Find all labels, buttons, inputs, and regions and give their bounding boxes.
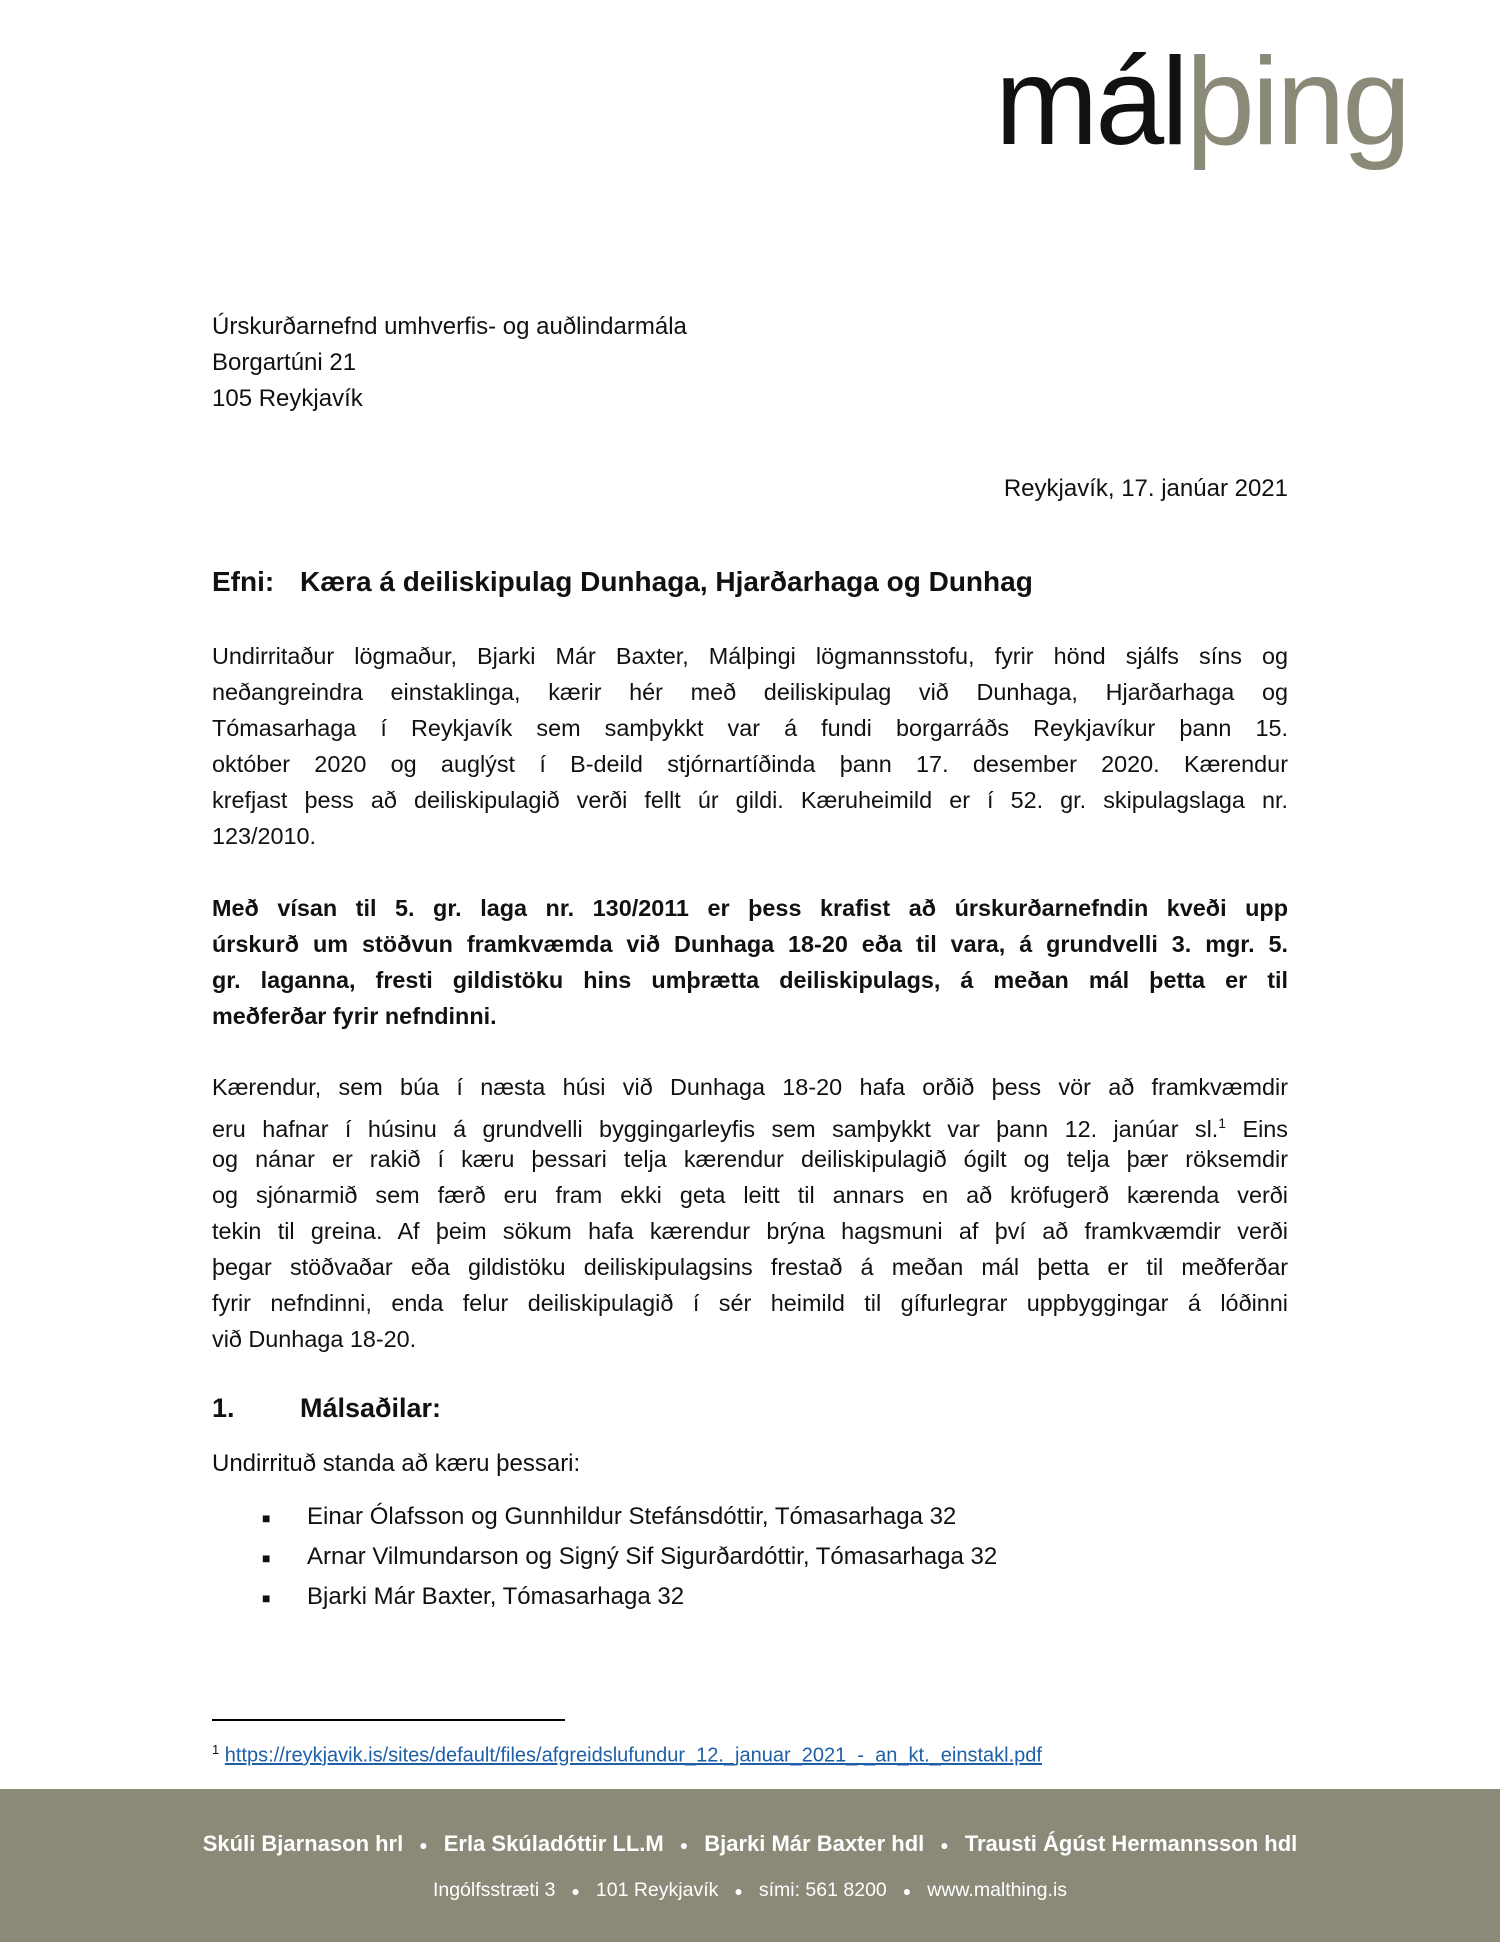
footnote-number: 1 xyxy=(212,1742,220,1757)
website-link[interactable]: www.malthing.is xyxy=(927,1879,1068,1901)
text-line: meðferðar fyrir nefndinni. xyxy=(212,1003,497,1029)
section-title: Málsaðilar: xyxy=(300,1393,442,1423)
recipient-line: Borgartúni 21 xyxy=(212,349,357,376)
logo-part-1: mál xyxy=(995,33,1186,171)
text-segment: eru hafnar í húsinu á grundvelli byggingarleyfis sem samþykkt var þann 12. janúar sl. xyxy=(212,1115,1219,1142)
separator-dot: ● xyxy=(571,1882,580,1899)
text-line: október 2020 og auglýst í B-deild stjórnartíðinda þann 17. desember 2020. Kærendur xyxy=(212,751,1288,777)
subject-label: Efni: xyxy=(212,566,275,597)
list-item-text: Bjarki Már Baxter, Tómasarhaga 32 xyxy=(307,1583,685,1610)
separator-dot: ● xyxy=(679,1837,689,1854)
list-item xyxy=(262,1497,997,1537)
bullet-icon: ■ xyxy=(262,1589,271,1606)
text-line: 123/2010. xyxy=(212,823,317,849)
text-line: þegar stöðvaðar eða gildistöku deiliskipulagsins frestað á meðan mál þetta er til meðferðar xyxy=(212,1254,1288,1280)
list-item-text: Einar Ólafsson og Gunnhildur Stefánsdóttir, Tómasarhaga 32 xyxy=(307,1503,957,1530)
text-segment: Eins xyxy=(1226,1115,1288,1142)
contact-line xyxy=(0,1879,1500,1902)
separator-dot: ● xyxy=(940,1837,949,1854)
text-line: neðangreindra einstaklinga, kærir hér með deiliskipulag við Dunhaga, Hjarðarhaga og xyxy=(212,679,1288,705)
partner-name: Erla Skúladóttir LL.M xyxy=(443,1831,664,1856)
separator-dot: ● xyxy=(902,1882,912,1899)
separator-dot: ● xyxy=(419,1837,428,1854)
address-street: Ingólfsstræti 3 xyxy=(432,1879,556,1901)
text-line: gr. laganna, fresti gildistöku hins umþrætta deiliskipulags, á meðan mál þetta er til xyxy=(212,967,1288,993)
text-line: við Dunhaga 18-20. xyxy=(212,1326,417,1352)
list-item xyxy=(262,1577,997,1617)
party-list xyxy=(262,1497,997,1617)
text-line: fyrir nefndinni, enda felur deiliskipulagið í sér heimild til gífurlegrar uppbyggingar á lóðinni xyxy=(212,1290,1288,1316)
footnote xyxy=(212,1736,1042,1770)
list-item xyxy=(262,1537,997,1577)
paragraph-2-request xyxy=(212,890,1288,1034)
text-line: Tómasarhaga í Reykjavík sem samþykkt var á fundi borgarráðs Reykjavíkur þann 15. xyxy=(212,715,1288,741)
footnote-link[interactable]: https://reykjavik.is/sites/default/files/afgreidslufundur_12._januar_2021_-_an_kt._einstakl.pdf xyxy=(224,1744,1042,1767)
partner-name: Trausti Ágúst Hermannsson hdl xyxy=(964,1831,1298,1856)
text-line: Kærendur, sem búa í næsta húsi við Dunhaga 18-20 hafa orðið þess vör að framkvæmdir xyxy=(212,1074,1288,1100)
address-city: 101 Reykjavík xyxy=(595,1879,719,1901)
text-line: krefjast þess að deiliskipulagið verði fellt úr gildi. Kæruheimild er í 52. gr. skipulagslaga nr. xyxy=(212,787,1288,813)
subject-line xyxy=(212,566,1033,598)
recipient-line: 105 Reykjavík xyxy=(212,385,363,412)
paragraph-1 xyxy=(212,638,1288,854)
bullet-icon: ■ xyxy=(262,1509,271,1526)
section-heading xyxy=(212,1393,441,1424)
bullet-icon: ■ xyxy=(262,1549,271,1566)
separator-dot: ● xyxy=(734,1882,743,1899)
recipient-line: Úrskurðarnefnd umhverfis- og auðlindarmála xyxy=(212,313,687,340)
section-number: 1. xyxy=(212,1393,235,1423)
text-line: og sjónarmið sem færð eru fram ekki geta leitt til annars en að kröfugerð kærenda verði xyxy=(212,1182,1288,1208)
footnote-ref[interactable]: 1 xyxy=(1218,1115,1227,1131)
recipient-address xyxy=(212,309,1288,417)
partner-name: Bjarki Már Baxter hdl xyxy=(704,1831,925,1856)
partners-line xyxy=(0,1831,1500,1857)
text-line: Undirritaður lögmaður, Bjarki Már Baxter, Málþingi lögmannsstofu, fyrir hönd sjálfs síns og xyxy=(212,643,1288,669)
text-line: Með vísan til 5. gr. laga nr. 130/2011 er þess krafist að úrskurðarnefndin kveði upp xyxy=(212,895,1288,921)
paragraph-3 xyxy=(212,1069,1288,1357)
list-item-text: Arnar Vilmundarson og Signý Sif Sigurðardóttir, Tómasarhaga 32 xyxy=(307,1543,998,1570)
letter-date: Reykjavík, 17. janúar 2021 xyxy=(1003,475,1288,502)
subject-text: Kæra á deiliskipulag Dunhaga, Hjarðarhaga og Dunhag xyxy=(300,566,1033,597)
letterhead-footer xyxy=(0,1789,1500,1942)
phone: sími: 561 8200 xyxy=(758,1879,887,1901)
text-line: úrskurð um stöðvun framkvæmda við Dunhaga 18-20 eða til vara, á grundvelli 3. mgr. 5. xyxy=(212,931,1288,957)
section-intro: Undirrituð standa að kæru þessari: xyxy=(212,1450,581,1477)
logo-part-2: þing xyxy=(1185,33,1409,171)
malthing-logo xyxy=(995,33,1409,171)
partner-name: Skúli Bjarnason hrl xyxy=(202,1831,404,1856)
text-line: tekin til greina. Af þeim sökum hafa kærendur brýna hagsmuni af því að framkvæmdir verði xyxy=(212,1218,1288,1244)
footnote-divider xyxy=(212,1719,565,1721)
text-line: og nánar er rakið í kæru þessari telja kærendur deiliskipulagið ógilt og telja þær röksemdir xyxy=(212,1146,1288,1172)
text-line xyxy=(212,1105,1288,1141)
